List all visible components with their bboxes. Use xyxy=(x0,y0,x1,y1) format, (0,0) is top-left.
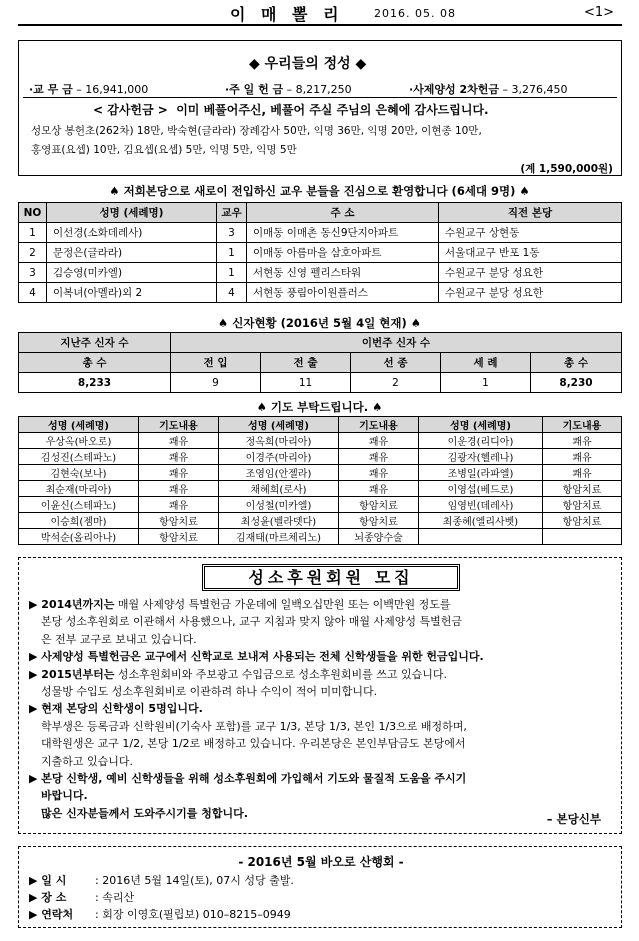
table-row: 김현숙(보나) 쾌유 조영임(안젤라) 쾌유 조병일(라파엘) 쾌유 xyxy=(19,465,622,481)
table-row: 김성진(스테파노) 쾌유 이경주(마리아) 쾌유 김광자(헬레나) 쾌유 xyxy=(19,449,622,465)
table-row: 이윤신(스테파노) 쾌유 이성철(미카엘) 항암치료 임영빈(데레사) 항암치료 xyxy=(19,497,622,513)
recruit-box xyxy=(18,557,622,834)
welcome-table: NO 성명 (세례명) 교우 주 소 직전 본당 1 이선경(소화데레사) 3 이매동 이매촌 동신9단지아파트 수원교구 상현동 2 문정은(글라라) 1 이매동 아름마을 삼호아파트 서울대교구 반포 1동 3 김승영(미카엘) 1 서현동 신영 펠리스타워 수원교구 분당 성요한 4 이복녀(아멜라)외 2 4 서현동 풍림아이원플러스 수원교구 분당 성요한 xyxy=(18,202,622,303)
page-number: <1> xyxy=(584,5,615,20)
table-row: 박석순(올리아나) 항암치료 김재태(마르체리노) 뇌종양수술 xyxy=(19,529,622,545)
table-row: 이승희(젬마) 항암치료 최성윤(벨라뎃다) 항암치료 최종혜(엘리사벳) 항암치료 xyxy=(19,513,622,529)
pilgrimage-box xyxy=(18,846,622,928)
members-table: 지난주 신자 수 이번주 신자 수 총 수 전 입 전 출 선 종 세 례 총 수 8,233 9 11 2 1 8,230 xyxy=(18,332,622,393)
prayer-title: ♠ 기도 부탁드립니다. ♠ xyxy=(256,400,383,414)
table-row: 3 김승영(미카엘) 1 서현동 신영 펠리스타워 수원교구 분당 성요한 xyxy=(19,263,622,283)
table-row: 1 이선경(소화데레사) 3 이매동 이매촌 동신9단지아파트 수원교구 상현동 xyxy=(19,223,622,243)
offering-title: ◆ 우리들의 정성 ◆ xyxy=(249,56,367,72)
table-row: 우상옥(바오로) 쾌유 정옥희(마리아) 쾌유 이운경(리디아) 쾌유 xyxy=(19,433,622,449)
donor-list: 성모상 봉헌초(262차) 18만, 박숙현(글라라) 장례감사 50만, 익명 36만, 익명 20만, 이현종 10만, 홍영표(요셉) 10만, 김요셉(요셉) 5만, 익명 5만, 익명 5만 xyxy=(31,125,482,156)
bulletin-date: 2016. 05. 08 xyxy=(374,7,456,20)
table-row: 8,233 9 11 2 1 8,230 xyxy=(19,373,622,393)
welcome-title: ♠ 저희본당으로 새로이 전입하신 교우 분들을 진심으로 환영합니다 (6세대 9명) ♠ xyxy=(109,184,530,198)
table-row: 최순재(마리아) 쾌유 채혜희(로사) 쾌유 이영섭(베드로) 항암치료 xyxy=(19,481,622,497)
divider xyxy=(23,97,617,98)
signature: – 본당신부 xyxy=(546,812,601,826)
offering-item: ·사제양성 2차헌금 – 3,276,450 xyxy=(409,83,568,96)
bulletin-title: 이 매 뽈 리 xyxy=(230,5,344,24)
pilgrimage-row: ▶ 연락처 : 회장 이영호(필립보) 010–8215–0949 xyxy=(29,908,291,921)
pilgrimage-title: - 2016년 5월 바오로 산행회 - xyxy=(238,855,404,869)
pilgrimage-row: ▶ 일 시 : 2016년 5월 14일(토), 07시 성당 출발. xyxy=(29,874,294,887)
offering-item: ·주 일 헌 금 – 8,217,250 xyxy=(225,83,352,96)
table-row: 2 문정은(글라라) 1 이매동 아름마을 삼호아파트 서울대교구 반포 1동 xyxy=(19,243,622,263)
recruit-body: ▶ 2014년까지는 매월 사제양성 특별헌금 가운데에 일백오십만원 또는 이백만원 정도를 본당 성소후원회로 이관해서 사용했으나, 교구 지침과 맞지 않아 매월 사제양성 특별헌금 은 전부 교구로 보내고 있습니다. ▶ 사제양성 특별헌금은 교구에서 신학교로 보내져 사용되는 전체 신학생들을 위한 헌금입니다. ▶ 2015년부터는 성소후원회비와 주보광고 수입금으로 성소후원회비를 쓰고 있습니다. 성물방 수입도 성소후원회비로 이관하려 하나 수익이 적어 미미합니다. ▶ 현재 본당의 신학생이 5명입니다. 학부생은 등록금과 신학원비(기숙사 포함)를 교구 1/3, 본당 1/3, 본인 1/3으로 배정하며, 대학원생은 교구 1/2, 본당 1/2로 배정하고 있습니다. 우리본당은 본인부담금도 본당에서 지출하고 있습니다. ▶ 본당 신학생, 예비 신학생들을 위해 성소후원회에 가입해서 기도와 물질적 도움을 주시기 바랍니다. 많은 신자분들께서 도와주시기를 청합니다. xyxy=(29,598,484,820)
offering-item: ·교 무 금 – 16,941,000 xyxy=(29,83,149,96)
offering-box xyxy=(18,40,622,176)
page-header xyxy=(18,0,622,26)
prayer-table: 성명 (세례명) 기도내용 성명 (세례명) 기도내용 성명 (세례명) 기도내용 우상옥(바오로) 쾌유 정옥희(마리아) 쾌유 이운경(리디아) 쾌유 김성진(스테파노) 쾌유 이경주(마리아) 쾌유 김광자(헬레나) 쾌유 김현숙(보나) 쾌유 조영임(안젤라) 쾌유 조병일(라파엘) 쾌유 최순재(마리아) 쾌유 채혜희(로사) 쾌유 이영섭(베드로) 항암치료 이윤신(스테파노) 쾌유 이성철(미카엘) 항암치료 임영빈(데레사) 항암치료 이승희(젬마) 항암치료 최성윤(벨라뎃다) 항암치료 최종혜(엘리사벳) 항암치료 박석순(올리아나) 항암치료 김재태(마르체리노) 뇌종양수술 xyxy=(18,416,622,545)
members-title: ♠ 신자현황 (2016년 5월 4일 현재) ♠ xyxy=(217,316,422,330)
recruit-banner: 성소후원회원 모집 xyxy=(202,564,460,591)
pilgrimage-row: ▶ 장 소 : 속리산 xyxy=(29,891,135,904)
thanks-heading: < 감사헌금 > 이미 베풀어주신, 베풀어 주실 주님의 은혜에 감사드립니다. xyxy=(93,103,489,117)
table-row: 4 이복녀(아멜라)외 2 4 서현동 풍림아이원플러스 수원교구 분당 성요한 xyxy=(19,283,622,303)
thanks-total: (계 1,590,000원) xyxy=(520,163,613,175)
